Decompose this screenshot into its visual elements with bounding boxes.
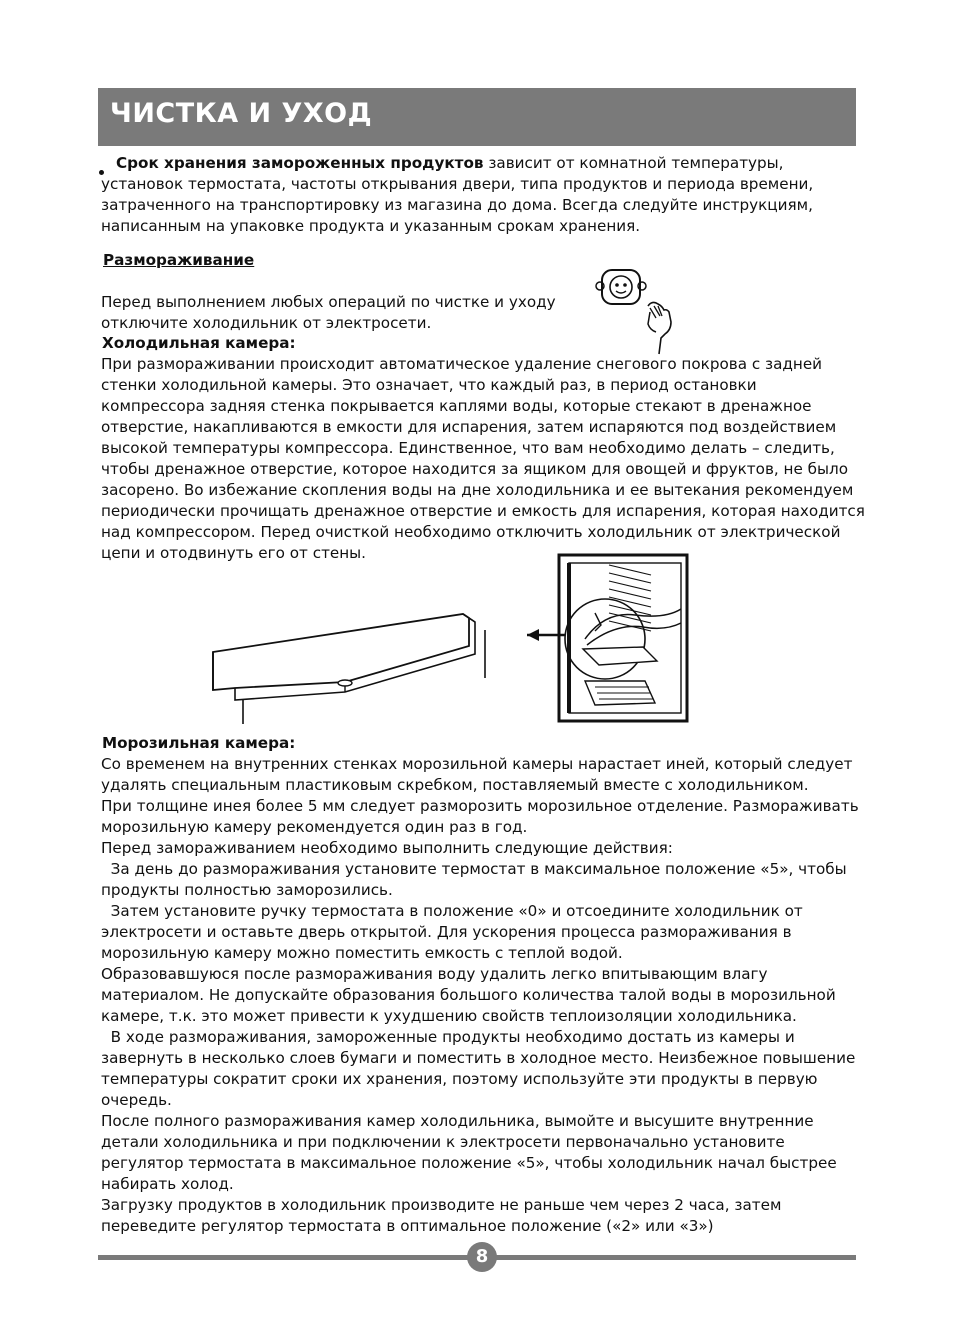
freezer-line: Образовавшуюся после размораживания воду удалить легко впитывающим влагу [101,965,768,983]
intro-line-1 [116,153,783,174]
freezer-line: Затем установите ручку термостата в положение «0» и отсоедините холодильник от [101,902,803,920]
unplug-hand-icon [592,264,684,356]
page-number: 8 [467,1242,497,1272]
freezer-line: температуры сократит сроки их хранения, поэтому используйте эти продукты в первую [101,1070,818,1088]
freezer-line: За день до размораживания установите термостат в максимальное положение «5», чтобы [101,860,847,878]
freezer-line: После полного размораживания камер холодильника, вымойте и высушите внутренние [101,1112,814,1130]
freezer-line: морозильную камеру рекомендуется один раз в год. [101,818,528,836]
fridge-line: При размораживании происходит автоматическое удаление снегового покрова с задней [101,355,823,373]
freezer-line: регулятор термостата в максимальное положение «5», чтобы холодильник начал быстрее [101,1154,837,1172]
fridge-interior-illustration [525,553,690,723]
drain-tray-illustration [205,600,495,730]
freezer-line: В ходе размораживания, замороженные продукты необходимо достать из камеры и [101,1028,795,1046]
freezer-line: набирать холод. [101,1175,234,1193]
warning-line: Перед выполнением любых операций по чистке и уходу [101,293,556,311]
fridge-line: цепи и отодвинуть его от стены. [101,544,367,562]
section-header [98,88,856,146]
fridge-line: чтобы дренажное отверстие, которое находится за ящиком для овощей и фруктов, не было [101,460,849,478]
intro-line: затраченного на транспортировку из магазина до дома. Всегда следуйте инструкциям, [101,196,813,214]
freezer-line: очередь. [101,1091,172,1109]
freezer-line: материалом. Не допускайте образования большого количества талой воды в морозильной [101,986,836,1004]
freezer-line: морозильную камеру можно поместить емкость с теплой водой. [101,944,623,962]
fridge-line: компрессора задняя стенка покрывается каплями воды, которые стекают в дренажное [101,397,812,415]
section-title: ЧИСТКА И УХОД [110,98,373,129]
freezer-line: переведите регулятор термостата в оптимальное положение («2» или «3») [101,1217,714,1235]
intro-bold-lead: Срок хранения замороженных продуктов [116,154,484,172]
fridge-line: высокой температуры компрессора. Единственное, что вам необходимо делать – следить, [101,439,835,457]
freezer-line: электросети и оставьте дверь открытой. Для ускорения процесса размораживания в [101,923,792,941]
freezer-line: Со временем на внутренних стенках морозильной камеры нарастает иней, который следует [101,755,853,773]
intro-line: написанным на упаковке продукта и указанным срокам хранения. [101,217,641,235]
freezer-line: Загрузку продуктов в холодильник производите не раньше чем через 2 часа, затем [101,1196,782,1214]
fridge-heading: Холодильная камера: [102,334,296,352]
freezer-line: камере, т.к. это может привести к ухудшению свойств теплоизоляции холодильника. [101,1007,797,1025]
freezer-line: При толщине инея более 5 мм следует разморозить морозильное отделение. Размораживать [101,797,859,815]
freezer-line: детали холодильника и при подключении к электросети первоначально установите [101,1133,785,1151]
fridge-line: над компрессором. Перед очисткой необходимо отключить холодильник от электрической [101,523,841,541]
freezer-heading: Морозильная камера: [102,734,296,752]
fridge-line: стенки холодильной камеры. Это означает, что каждый раз, в период остановки [101,376,757,394]
fridge-line: засорено. Во избежание скопления воды на дне холодильника и ее вытекания рекомендуем [101,481,854,499]
freezer-line: Перед замораживанием необходимо выполнить следующие действия: [101,839,673,857]
defrost-heading: Размораживание [103,251,255,269]
freezer-line: продукты полностью заморозились. [101,881,393,899]
fridge-line: периодически прочищать дренажное отверстие и емкость для испарения, которая находится [101,502,865,520]
intro-line: установок термостата, частоты открывания двери, типа продуктов и периода времени, [101,175,814,193]
freezer-line: удалять специальным пластиковым скребком, поставляемый вместе с холодильником. [101,776,809,794]
fridge-line: отверстие, накапливаются в емкости для испарения, затем испаряются под воздействием [101,418,837,436]
intro-line-1-rest: зависит от комнатной температуры, [483,154,784,172]
freezer-line: завернуть в несколько слоев бумаги и поместить в холодное место. Неизбежное повышение [101,1049,856,1067]
warning-line: отключите холодильник от электросети. [101,314,432,332]
